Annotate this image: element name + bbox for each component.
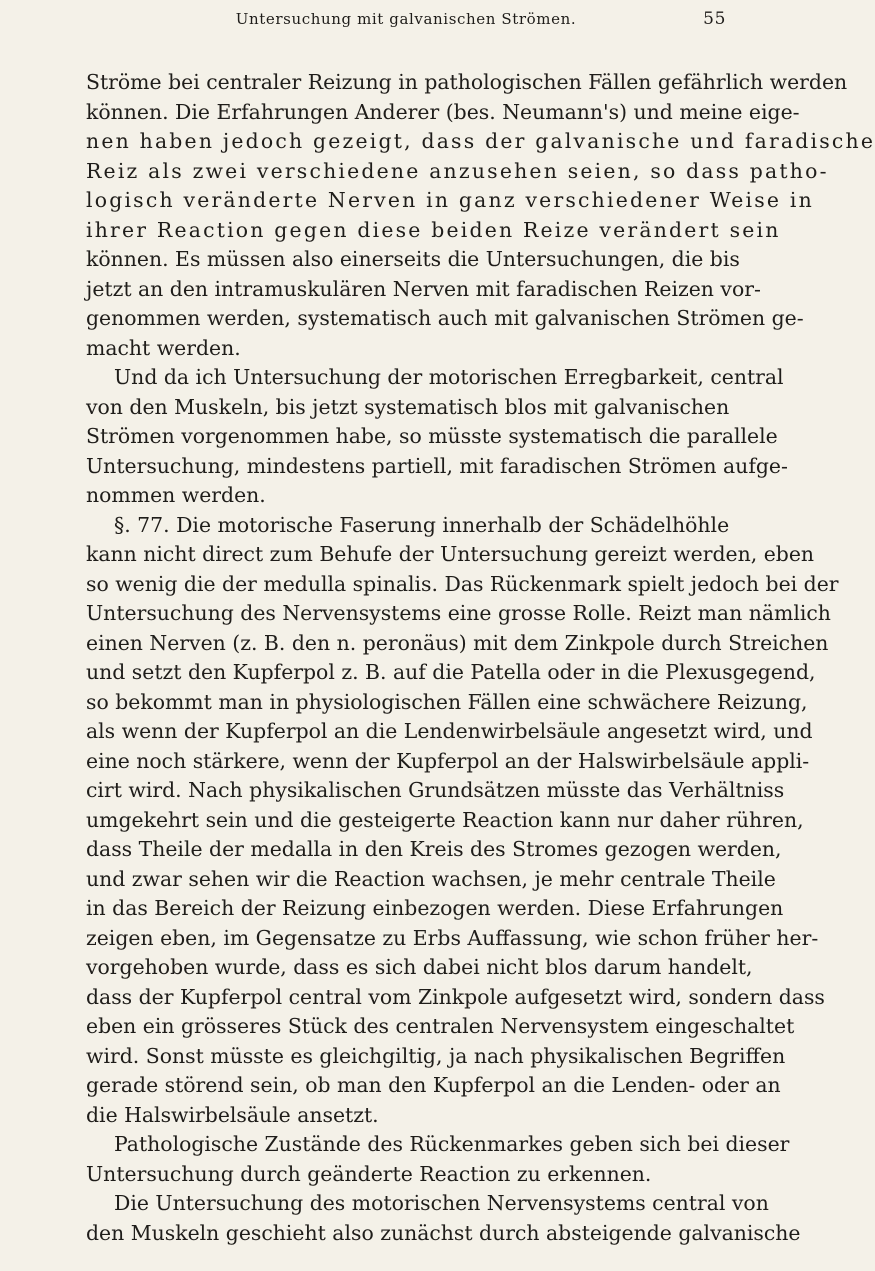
text-line: eben ein grösseres Stück des centralen Nervensystem eingeschaltet xyxy=(86,1014,795,1038)
running-head-title: Untersuchung mit galvanischen Strömen. xyxy=(235,10,577,28)
text-line: können. Es müssen also einerseits die Untersuchungen, die bis xyxy=(86,247,740,271)
paragraph-4 xyxy=(86,1130,790,1189)
text-line: von den Muskeln, bis jetzt systematisch blos mit galvanischen xyxy=(86,394,730,419)
text-line: nommen werden. xyxy=(86,483,266,507)
text-line: in das Bereich der Reizung einbezogen werden. Diese Erfahrungen xyxy=(86,896,784,920)
page-number: 55 xyxy=(703,9,726,29)
text-line: vorgehoben wurde, dass es sich dabei nicht blos darum handelt, xyxy=(86,955,753,979)
text-line: ihrer Reaction gegen diese beiden Reize verändert sein xyxy=(86,217,781,242)
text-line: nen haben jedoch gezeigt, dass der galvanische und faradische xyxy=(86,129,875,153)
text-line: den Muskeln geschieht also zunächst durch absteigende galvanische xyxy=(86,1220,801,1245)
text-line: Untersuchung, mindestens partiell, mit faradischen Strömen aufge- xyxy=(86,453,788,478)
text-line: die Halswirbelsäule ansetzt. xyxy=(86,1102,379,1127)
text-line: Strömen vorgenommen habe, so müsste systematisch die parallele xyxy=(86,424,778,448)
text-line: so wenig die der medulla spinalis. Das Rückenmark spielt jedoch bei der xyxy=(86,571,839,596)
text-line: kann nicht direct zum Behufe der Untersuchung gereizt werden, eben xyxy=(86,542,815,566)
text-line: gerade störend sein, ob man den Kupferpol an die Lenden- oder an xyxy=(86,1073,781,1097)
page-body xyxy=(86,68,875,1248)
text-line: wird. Sonst müsste es gleichgiltig, ja nach physikalischen Begriffen xyxy=(86,1043,786,1068)
text-line: und zwar sehen wir die Reaction wachsen, je mehr centrale Theile xyxy=(86,866,776,891)
text-line: Pathologische Zustände des Rückenmarkes geben sich bei dieser xyxy=(114,1132,790,1156)
text-line: als wenn der Kupferpol an die Lendenwirbelsäule angesetzt wird, und xyxy=(86,719,813,743)
text-line: dass Theile der medalla in den Kreis des Stromes gezogen werden, xyxy=(86,837,782,861)
paragraph-5 xyxy=(86,1189,801,1248)
text-line: umgekehrt sein und die gesteigerte Reaction kann nur daher rühren, xyxy=(86,807,804,832)
text-line: Reiz als zwei verschiedene anzusehen seien, so dass patho- xyxy=(86,158,829,183)
text-line: Ströme bei centraler Reizung in pathologischen Fällen gefährlich werden xyxy=(86,70,848,94)
text-line: jetzt an den intramuskulären Nerven mit faradischen Reizen vor- xyxy=(86,276,761,301)
text-line: dass der Kupferpol central vom Zinkpole aufgesetzt wird, sondern dass xyxy=(86,984,825,1009)
paragraph-2 xyxy=(86,363,788,511)
running-head xyxy=(86,0,726,44)
text-line: einen Nerven (z. B. den n. peronäus) mit dem Zinkpole durch Streichen xyxy=(86,630,829,655)
text-line: §. 77. Die motorische Faserung innerhalb der Schädelhöhle xyxy=(114,512,730,537)
text-line: macht werden. xyxy=(86,335,241,360)
text-line: zeigen eben, im Gegensatze zu Erbs Auffassung, wie schon früher her- xyxy=(86,925,819,950)
text-line: können. Die Erfahrungen Anderer (bes. Neumann's) und meine eige- xyxy=(86,99,800,124)
paragraph-3-section-77 xyxy=(86,511,839,1131)
text-line: Untersuchung des Nervensystems eine grosse Rolle. Reizt man nämlich xyxy=(86,601,831,625)
text-line: genommen werden, systematisch auch mit galvanischen Strömen ge- xyxy=(86,306,804,330)
text-line: eine noch stärkere, wenn der Kupferpol an der Halswirbelsäule appli- xyxy=(86,748,810,773)
text-line: Und da ich Untersuchung der motorischen Erregbarkeit, central xyxy=(114,365,784,389)
text-line: cirt wird. Nach physikalischen Grundsätzen müsste das Verhältniss xyxy=(86,778,785,802)
text-line: logisch veränderte Nerven in ganz verschiedener Weise in xyxy=(86,188,814,212)
text-line: Die Untersuchung des motorischen Nervensystems central von xyxy=(114,1191,769,1215)
text-line: Untersuchung durch geänderte Reaction zu erkennen. xyxy=(86,1161,652,1186)
text-line: so bekommt man in physiologischen Fällen eine schwächere Reizung, xyxy=(86,689,808,714)
paragraph-1 xyxy=(86,68,875,363)
text-line: und setzt den Kupferpol z. B. auf die Patella oder in die Plexusgegend, xyxy=(86,660,816,684)
